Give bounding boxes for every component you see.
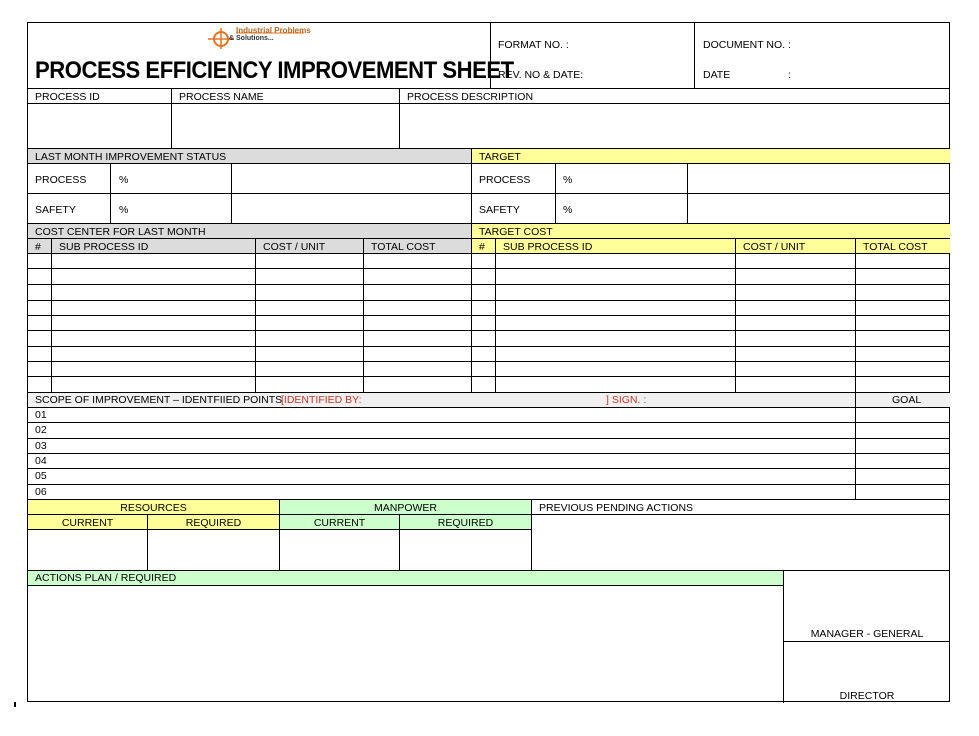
resources-required: REQUIRED (185, 517, 242, 529)
identified-by-label: [IDENTIFIED BY: (281, 394, 362, 406)
cost-center-label: COST CENTER FOR LAST MONTH (35, 226, 206, 238)
manpower-required: REQUIRED (437, 517, 494, 529)
target-col-cost-unit: COST / UNIT (743, 241, 806, 253)
target-col-sub-process-id: SUB PROCESS ID (503, 241, 593, 253)
cost-center-table-body[interactable] (52, 254, 255, 393)
director-label: DIRECTOR (839, 690, 895, 702)
process-id-label: PROCESS ID (35, 91, 100, 103)
process-description-label: PROCESS DESCRIPTION (407, 91, 534, 103)
rev-no-date-label: REV. NO & DATE: (498, 69, 584, 81)
process-id-field[interactable] (28, 104, 171, 148)
resources-current: CURRENT (61, 517, 114, 529)
target-process-percent[interactable]: % (563, 174, 573, 186)
scope-row-01: 01 (35, 409, 47, 421)
target-cost-table-body[interactable] (496, 254, 950, 393)
scope-row-06: 06 (35, 486, 47, 498)
target-safety-label: SAFETY (479, 204, 520, 216)
actions-plan-label: ACTIONS PLAN / REQUIRED (35, 572, 177, 584)
goal-label: GOAL (892, 394, 922, 406)
page-mark (14, 702, 16, 707)
last-month-status-label: LAST MONTH IMPROVEMENT STATUS (35, 151, 227, 163)
scope-row-04: 04 (35, 455, 47, 467)
resources-required-field[interactable] (148, 530, 279, 570)
form-sheet (27, 22, 950, 702)
scope-row-02: 02 (35, 424, 47, 436)
date-colon: : (788, 69, 791, 81)
target-col-total-cost: TOTAL COST (863, 241, 928, 253)
cost-col-sub-process-id: SUB PROCESS ID (59, 241, 149, 253)
scope-entries[interactable] (52, 408, 855, 499)
target-label: TARGET (479, 151, 521, 163)
scope-title: SCOPE OF IMPROVEMENT – IDENTFIIED POINTS (35, 394, 283, 406)
cost-col-number: # (35, 241, 41, 253)
scope-row-03: 03 (35, 440, 47, 452)
resources-label: RESOURCES (120, 502, 187, 514)
date-label: DATE (703, 69, 731, 81)
page-title: PROCESS EFFICIENCY IMPROVEMENT SHEET (35, 57, 514, 84)
manager-general-label: MANAGER - GENERAL (810, 628, 924, 640)
previous-pending-field[interactable] (532, 515, 950, 570)
previous-pending-label: PREVIOUS PENDING ACTIONS (539, 502, 694, 514)
status-safety-percent[interactable]: % (119, 204, 129, 216)
sign-label: ] SIGN. : (606, 394, 647, 406)
target-cost-label: TARGET COST (479, 226, 553, 238)
target-col-number: # (479, 241, 485, 253)
target-header (472, 149, 950, 164)
goal-entries[interactable] (856, 408, 950, 499)
target-process-label: PROCESS (479, 174, 531, 186)
scope-row-05: 05 (35, 470, 47, 482)
document-no-label: DOCUMENT NO. : (703, 39, 791, 51)
manpower-current-field[interactable] (280, 530, 399, 570)
status-process-label: PROCESS (35, 174, 87, 186)
status-process-percent[interactable]: % (119, 174, 129, 186)
target-safety-percent[interactable]: % (563, 204, 573, 216)
process-description-field[interactable] (400, 104, 950, 148)
manpower-label: MANPOWER (374, 502, 437, 514)
status-safety-label: SAFETY (35, 204, 76, 216)
resources-current-field[interactable] (28, 530, 147, 570)
manpower-required-field[interactable] (400, 530, 531, 570)
process-name-field[interactable] (172, 104, 399, 148)
cost-col-total-cost: TOTAL COST (371, 241, 436, 253)
logo-text-line1: Industrial Problems (236, 26, 311, 35)
manpower-current: CURRENT (313, 517, 366, 529)
process-name-label: PROCESS NAME (179, 91, 264, 103)
cost-col-cost-unit: COST / UNIT (263, 241, 326, 253)
actions-plan-field[interactable] (28, 586, 783, 702)
format-no-label: FORMAT NO. : (498, 39, 569, 51)
logo-text-line2: & Solutions... (229, 35, 274, 42)
